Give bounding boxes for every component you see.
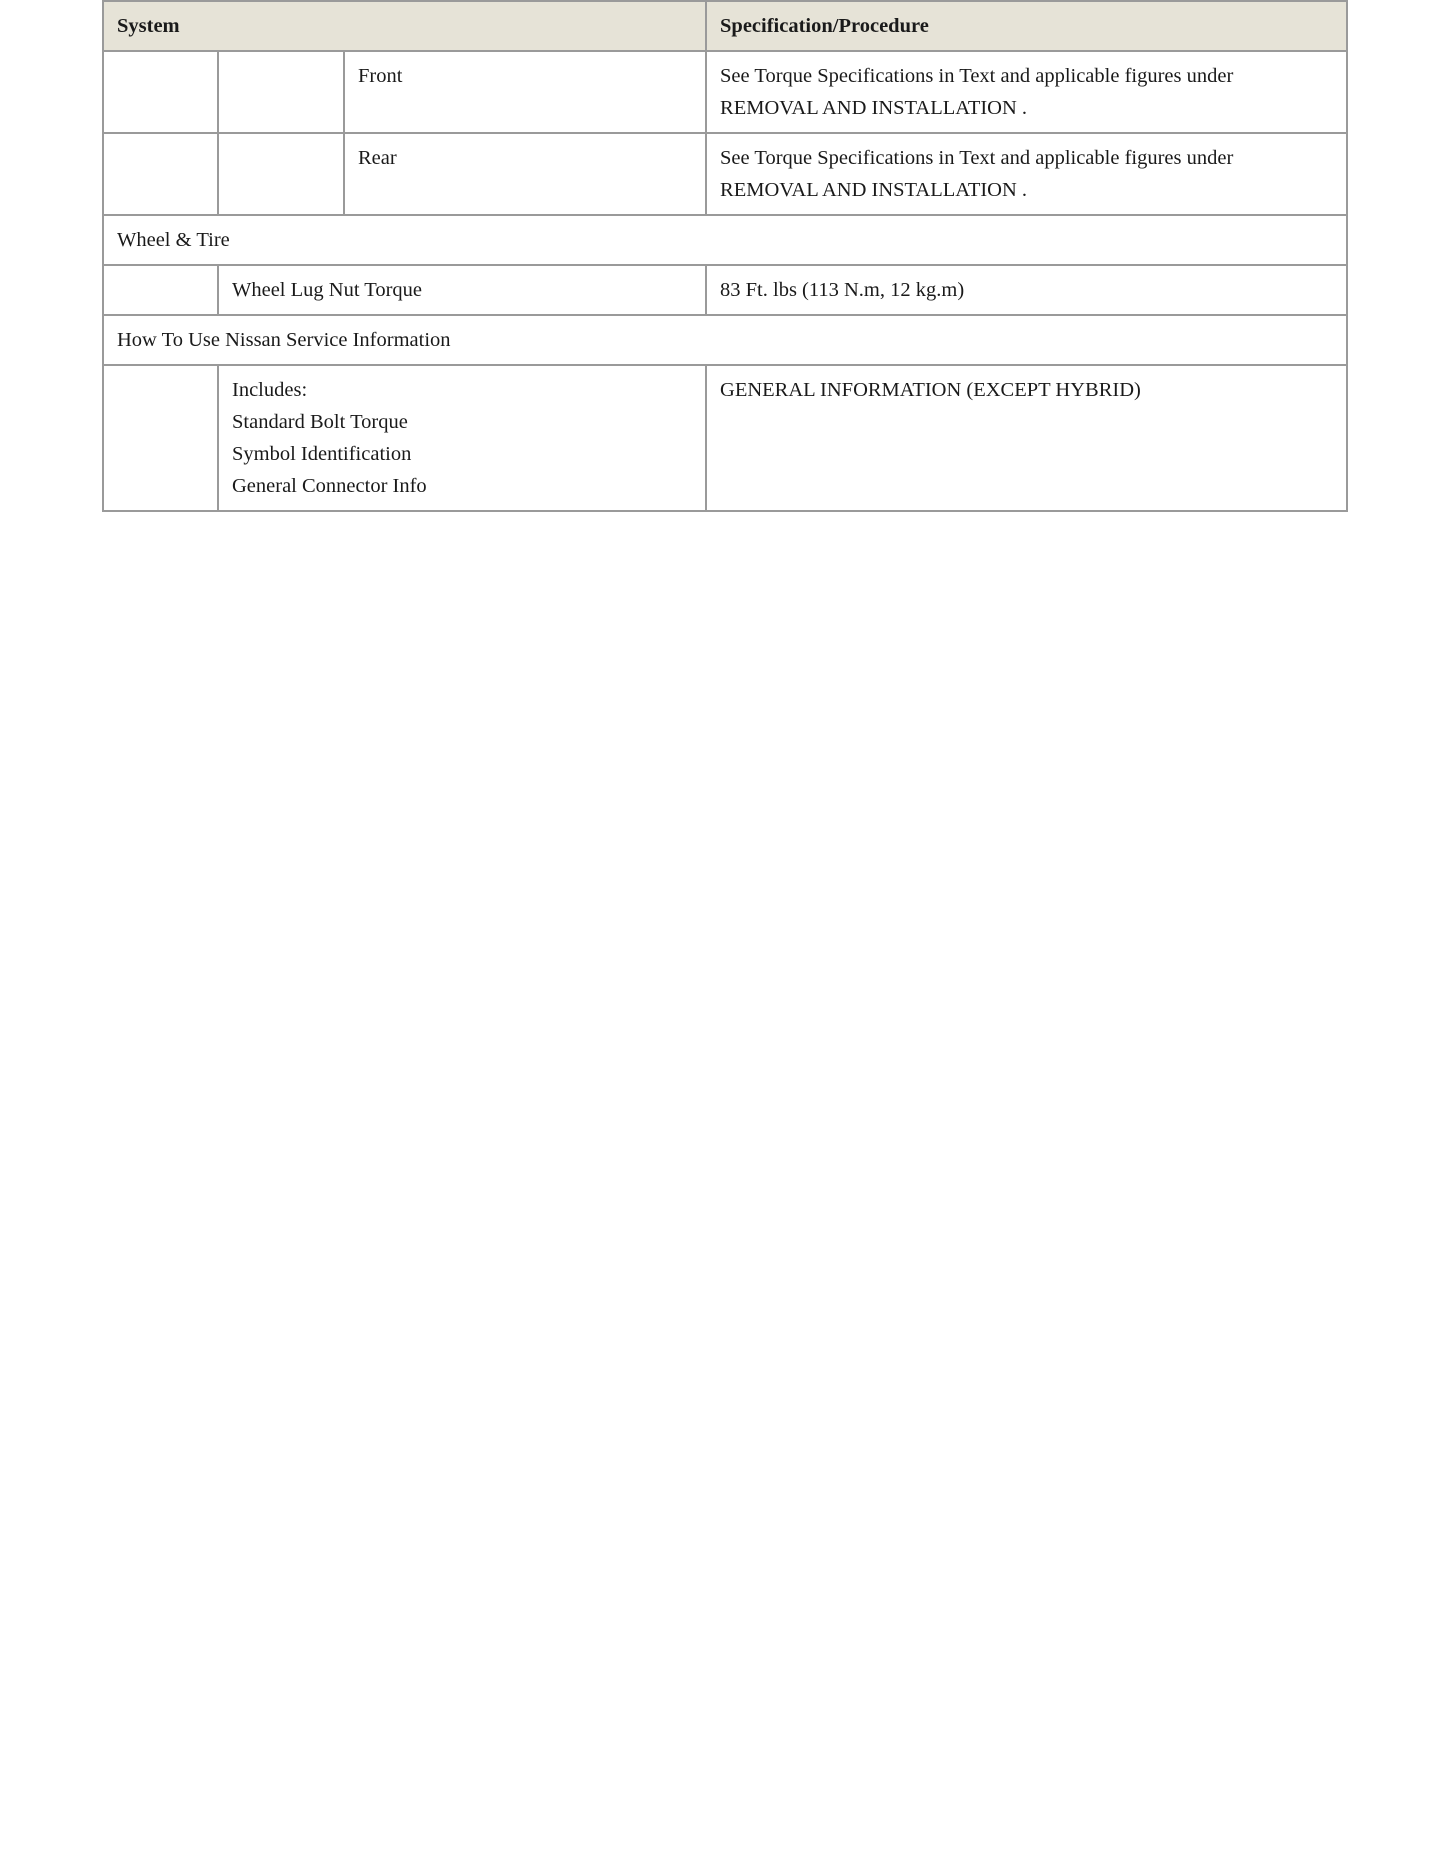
- section-wheel-tire: Wheel & Tire: [103, 215, 1347, 265]
- rear-spec-line: See Torque Specifications in Text and applicable figures under: [720, 147, 1234, 169]
- table-row-front: [103, 51, 1347, 133]
- section-how-to-use: How To Use Nissan Service Information: [103, 315, 1347, 365]
- header-system: System: [103, 1, 706, 51]
- includes-item: Includes:: [232, 379, 308, 401]
- includes-list: [218, 365, 706, 511]
- table-row-rear: [103, 133, 1347, 215]
- table-row-wheel-lug-nut: [103, 265, 1347, 315]
- includes-item: Symbol Identification: [232, 443, 412, 465]
- general-information-spec: GENERAL INFORMATION (EXCEPT HYBRID): [706, 365, 1347, 511]
- front-spec: [706, 51, 1347, 133]
- table-row-section-wheel-tire: [103, 215, 1347, 265]
- table-header-row: [103, 1, 1347, 51]
- empty-cell: [218, 51, 344, 133]
- empty-cell: [103, 133, 218, 215]
- table-row-section-how-to-use: [103, 315, 1347, 365]
- header-specification: Specification/Procedure: [706, 1, 1347, 51]
- rear-spec-line: REMOVAL AND INSTALLATION .: [720, 179, 1028, 201]
- wheel-lug-nut-value: 83 Ft. lbs (113 N.m, 12 kg.m): [706, 265, 1347, 315]
- rear-label: Rear: [344, 133, 706, 215]
- front-spec-line: REMOVAL AND INSTALLATION .: [720, 97, 1028, 119]
- table-row-includes: [103, 365, 1347, 511]
- wheel-lug-nut-label: Wheel Lug Nut Torque: [218, 265, 706, 315]
- empty-cell: [103, 51, 218, 133]
- specification-table: [102, 0, 1348, 512]
- empty-cell: [103, 265, 218, 315]
- includes-item: Standard Bolt Torque: [232, 411, 408, 433]
- includes-item: General Connector Info: [232, 475, 427, 497]
- front-label: Front: [344, 51, 706, 133]
- front-spec-line: See Torque Specifications in Text and applicable figures under: [720, 65, 1234, 87]
- empty-cell: [103, 365, 218, 511]
- empty-cell: [218, 133, 344, 215]
- rear-spec: [706, 133, 1347, 215]
